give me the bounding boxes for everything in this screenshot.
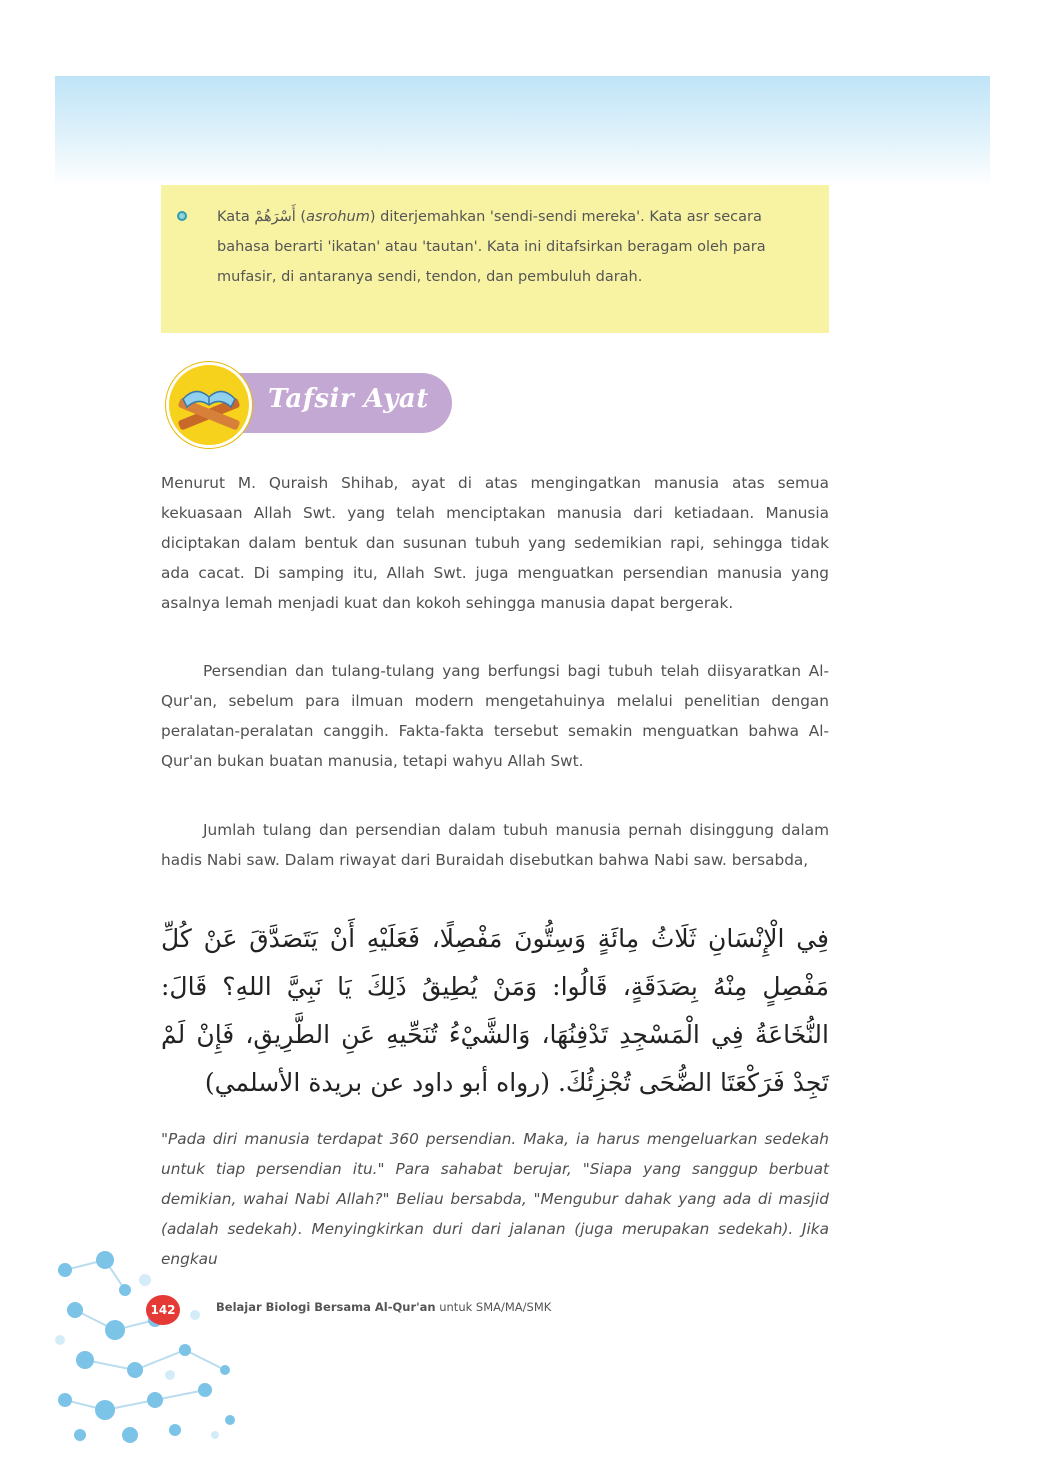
tafsir-section-header: [166, 362, 456, 444]
page-number: 142: [146, 1295, 180, 1325]
vocabulary-note-box: [161, 185, 829, 333]
transliteration: asrohum: [306, 209, 370, 225]
hadith-arabic-text: فِي الْإِنْسَانِ ثَلَاثُ مِائَةٍ وَسِتُّونَ مَفْصِلًا، فَعَلَيْهِ أَنْ يَتَصَدَّقَ عَنْ كُلِّ مَفْصِلٍ مِنْهُ بِصَدَقَةٍ، قَالُوا: وَمَنْ يُطِيقُ ذَلِكَ يَا نَبِيَّ اللهِ؟ قَالَ: النُّخَاعَةُ فِي الْمَسْجِدِ تَدْفِنُهَا، وَالشَّيْءُ تُنَحِّيهِ عَنِ الطَّرِيقِ، فَإِنْ لَمْ تَجِدْ فَرَكْعَتَا الضُّحَى تُجْزِئُكَ. (رواه أبو داود عن بريدة الأسلمي): [161, 924, 830, 1097]
section-title: Tafsir Ayat: [268, 384, 429, 414]
paragraph-2: Persendian dan tulang-tulang yang berfungsi bagi tubuh telah diisyaratkan Al-Qur'an, sebelum para ilmuan modern mengetahuinya melalui penelitian dengan peralatan-peralatan canggih. Fakta-fakta tersebut semakin menguatkan bahwa Al-Qur'an bukan buatan manusia, tetapi wahyu Allah Swt.: [161, 662, 829, 770]
book-stand-icon: [166, 362, 252, 448]
paragraph-3: Jumlah tulang dan persendian dalam tubuh manusia pernah disinggung dalam hadis Nabi saw. Dalam riwayat dari Buraidah disebutkan bahwa Nabi saw. bersabda,: [161, 821, 829, 869]
vocabulary-note-text: Kata أَسْرَهُمْ (asrohum) diterjemahkan 'sendi-sendi mereka'. Kata asr secara bahasa berarti 'ikatan' atau 'tautan'. Kata ini ditafsirkan beragam oleh para mufasir, di antaranya sendi, tendon, dan pembuluh darah.: [217, 209, 766, 285]
arabic-word: أَسْرَهُمْ: [254, 209, 296, 225]
paragraph-1: Menurut M. Quraish Shihab, ayat di atas mengingatkan manusia atas semua kekuasaan Allah Swt. yang telah menciptakan manusia dari ketiadaan. Manusia diciptakan dalam bentuk dan susunan tubuh yang sedemikian rapi, sehingga tidak ada cacat. Di samping itu, Allah Swt. juga menguatkan persendian manusia yang asalnya lemah menjadi kuat dan kokoh sehingga manusia dapat bergerak.: [161, 474, 829, 612]
footer-book-title: Belajar Biologi Bersama Al-Qur'an untuk SMA/MA/SMK: [216, 1300, 552, 1314]
hadith-translation: "Pada diri manusia terdapat 360 persendian. Maka, ia harus mengeluarkan sedekah untuk tiap persendian itu." Para sahabat berujar, "Siapa yang sanggup berbuat demikian, wahai Nabi Allah?" Beliau bersabda, "Mengubur dahak yang ada di masjid (adalah sedekah). Menyingkirkan duri dari jalanan (juga merupakan sedekah). Jika engkau: [161, 1130, 829, 1268]
header-gradient-band: [55, 76, 990, 186]
bullet-icon: [177, 211, 187, 221]
molecule-decoration-icon: [45, 1240, 255, 1450]
